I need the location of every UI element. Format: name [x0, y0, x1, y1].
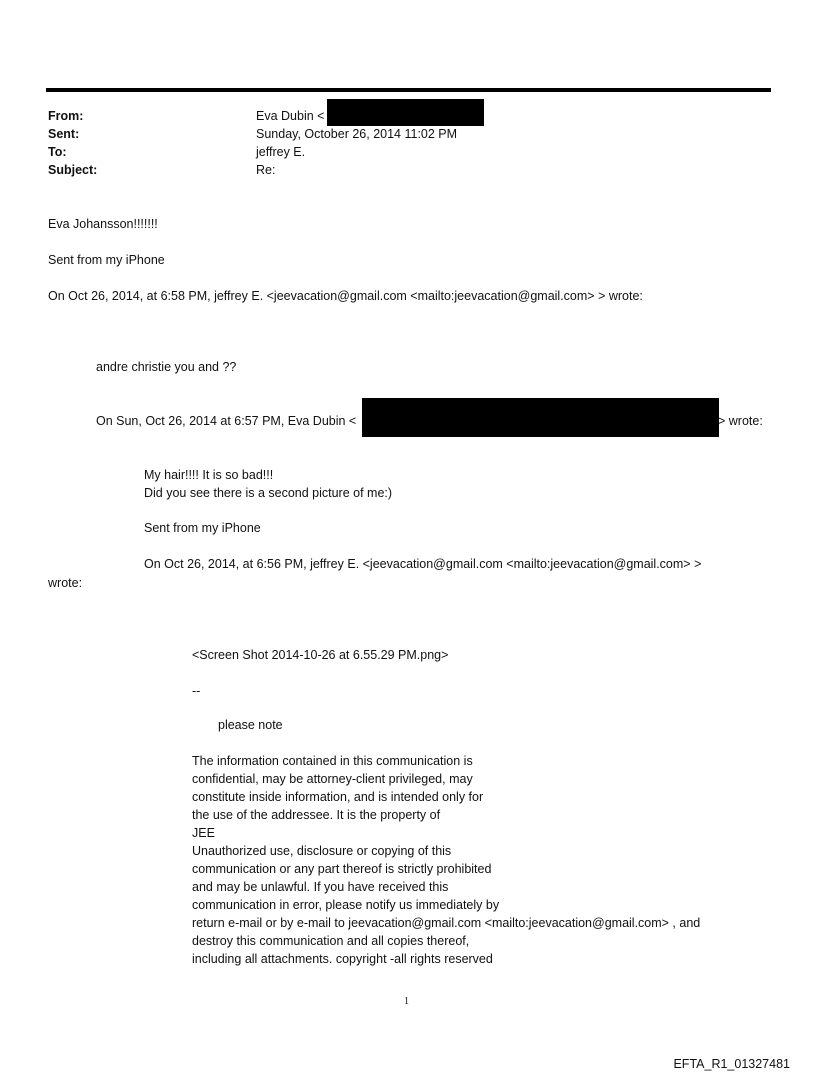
disclaimer-line: The information contained in this communication is [192, 754, 473, 768]
disclaimer-line: communication in error, please notify us immediately by [192, 898, 500, 912]
redaction-box [362, 398, 719, 437]
disclaimer-line: communication or any part thereof is strictly prohibited [192, 862, 492, 876]
quote2-wrote: wrote: [48, 576, 83, 590]
from-value: Eva Dubin < [256, 109, 325, 123]
please-note: please note [218, 718, 283, 732]
quote1-attribution-end: > wrote: [718, 414, 763, 428]
to-value: jeffrey E. [256, 145, 306, 159]
disclaimer-line: destroy this communication and all copies thereof, [192, 934, 470, 948]
signature-separator: -- [192, 684, 201, 698]
disclaimer-line: confidential, may be attorney-client privileged, may [192, 772, 473, 786]
quote1-attribution: On Sun, Oct 26, 2014 at 6:57 PM, Eva Dubin < [96, 414, 357, 428]
document-id: EFTA_R1_01327481 [673, 1057, 790, 1071]
body-line-3: On Oct 26, 2014, at 6:58 PM, jeffrey E. <jeevacation@gmail.com <mailto:jeevacation@gmail.com> > wrote: [48, 289, 643, 303]
disclaimer-line: Unauthorized use, disclosure or copying of this [192, 844, 452, 858]
from-label: From: [48, 109, 84, 123]
quote2-line-1: My hair!!!! It is so bad!!! [144, 468, 274, 482]
disclaimer-line: constitute inside information, and is intended only for [192, 790, 484, 804]
header-rule [46, 88, 771, 92]
body-line-1: Eva Johansson!!!!!!! [48, 217, 158, 231]
disclaimer-line: the use of the addressee. It is the property of [192, 808, 441, 822]
sent-value: Sunday, October 26, 2014 11:02 PM [256, 127, 458, 141]
disclaimer-line: including all attachments. copyright -all rights reserved [192, 952, 493, 966]
quote2-sent-from: Sent from my iPhone [144, 521, 261, 535]
redaction-box [327, 99, 484, 126]
quote2-attribution: On Oct 26, 2014, at 6:56 PM, jeffrey E. <jeevacation@gmail.com <mailto:jeevacation@gmail.com> > [144, 557, 702, 571]
disclaimer-line: return e-mail or by e-mail to jeevacation@gmail.com <mailto:jeevacation@gmail.com> , and [192, 916, 701, 930]
sent-label: Sent: [48, 127, 80, 141]
quote2-line-2: Did you see there is a second picture of me:) [144, 486, 393, 500]
page-number: 1 [404, 996, 409, 1007]
subject-label: Subject: [48, 163, 98, 177]
to-label: To: [48, 145, 67, 159]
quote1-line: andre christie you and ?? [96, 360, 237, 374]
body-line-2: Sent from my iPhone [48, 253, 165, 267]
disclaimer-line: and may be unlawful. If you have received this [192, 880, 449, 894]
attachment-name: <Screen Shot 2014-10-26 at 6.55.29 PM.png> [192, 648, 449, 662]
subject-value: Re: [256, 163, 276, 177]
disclaimer-line: JEE [192, 826, 215, 840]
disclaimer-block [192, 752, 700, 968]
